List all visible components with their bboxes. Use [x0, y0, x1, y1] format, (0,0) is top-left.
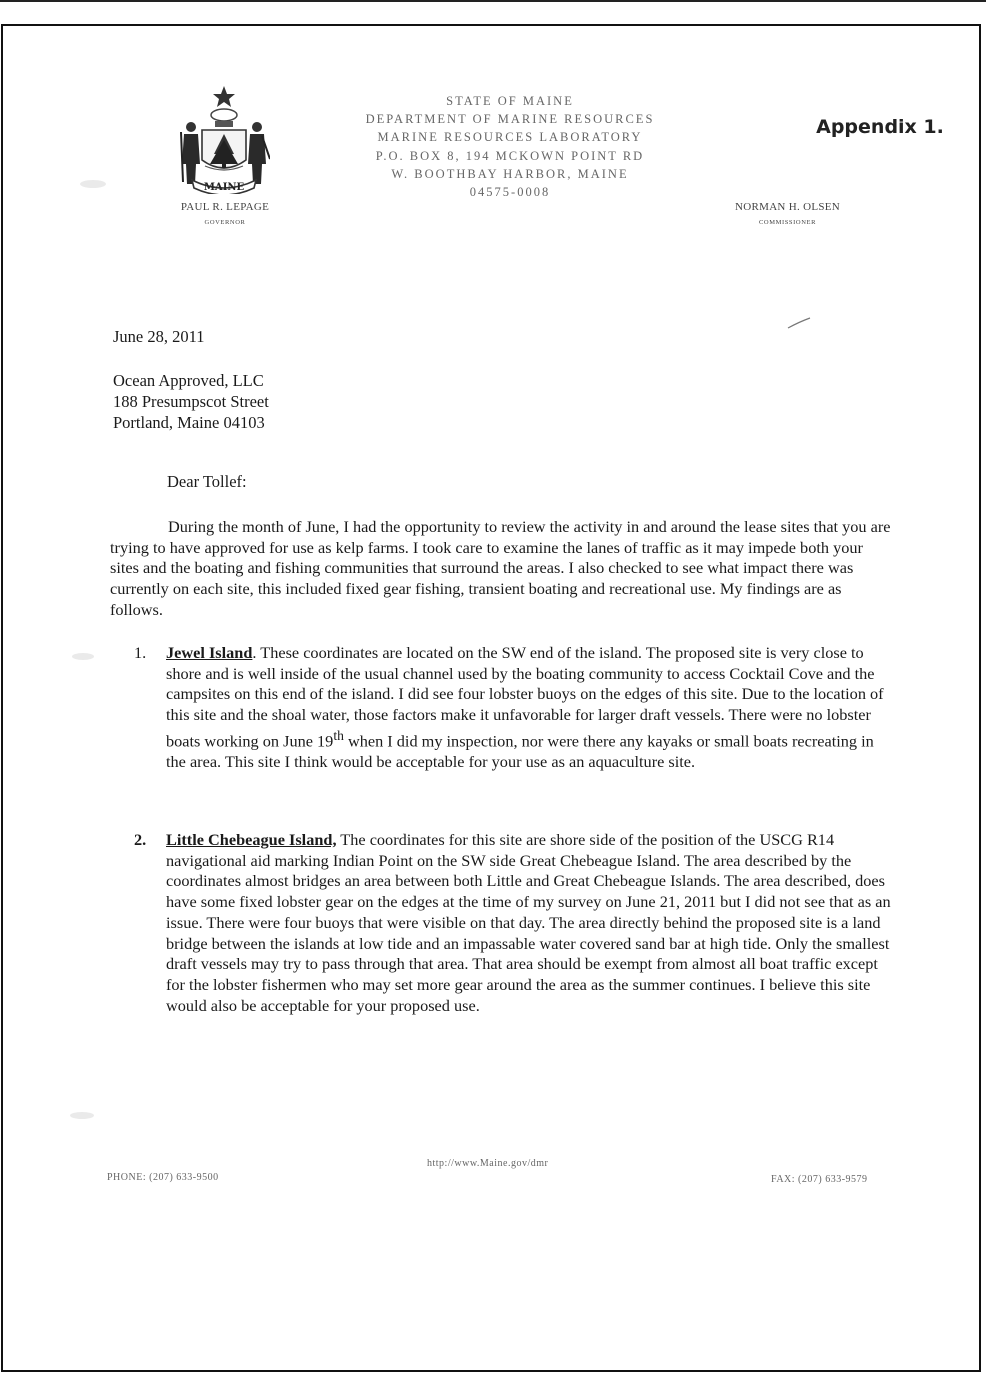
finding-body: The coordinates for this site are shore side of the position of the USCG R14 navigational aid marking Indian Point on the SW side Great Chebeague Island. The area described by the coordinates almost bridges an area between both Little and Great Chebeague Islands. The area described, does have some fixed lobster gear on the edges at the time of my survey on June 21, 2011 but I did not see that as an issue. There were four buoys that were visible on that day. The area directly behind the proposed site is a land bridge between the islands at low tide and an impassable water covered sand bar at high tide. Only the smallest draft vessels may try to pass through that area. That area should be exempt from almost all boat traffic except for the lobster fishermen who may set more gear around the area as the summer continues. I believe this site would also be acceptable for your proposed use.: [166, 830, 891, 1015]
finding-body: . These coordinates are located on the SW end of the island. The proposed site is very close to shore and is well inside of the usual channel used by the boating community to access Cocktail Cove and the campsites on this end of the island. I did see four lobster buoys on the edges of this site. Due to the location of this site and the shoal water, those factors make it unfavorable for larger draft vessels. There were no lobster boats working on June 19: [166, 643, 884, 751]
governor-title: GOVERNOR: [204, 219, 246, 226]
recipient-line: 188 Presumpscot Street: [113, 392, 269, 411]
seal-banner-text: MAINE: [203, 182, 245, 193]
recipient-line: Ocean Approved, LLC: [113, 371, 264, 390]
footer-website: http://www.Maine.gov/dmr: [427, 1158, 549, 1169]
governor-name: PAUL R. LEPAGE: [180, 201, 270, 213]
ordinal-suffix: th: [333, 727, 344, 743]
commissioner-name: NORMAN H. OLSEN: [734, 201, 841, 213]
letterhead-line: MARINE RESOURCES LABORATORY: [377, 130, 643, 145]
footer-phone: PHONE: (207) 633-9500: [107, 1172, 219, 1183]
finding-text: [166, 830, 894, 1016]
governor-block: [150, 201, 300, 226]
scan-smudge: [70, 1112, 94, 1119]
recipient-line: Portland, Maine 04103: [113, 413, 265, 432]
finding-text: [166, 643, 894, 773]
letterhead-line: 04575-0008: [469, 185, 551, 200]
finding-body-continued: when I did my inspection, nor were there any kayaks or small boats recreating in the area. This site I think would be acceptable for your use as an aquaculture site.: [166, 731, 874, 771]
finding-title: Jewel Island: [166, 643, 253, 662]
finding-item: [134, 830, 894, 1016]
finding-title: Little Chebeague Island,: [166, 830, 337, 849]
maine-state-seal-icon: [178, 84, 270, 194]
letterhead-line: DEPARTMENT OF MARINE RESOURCES: [365, 112, 655, 127]
recipient-address: [113, 370, 269, 433]
finding-number: 2.: [134, 830, 147, 849]
appendix-label: Appendix 1.: [816, 116, 944, 138]
commissioner-block: [715, 201, 860, 226]
footer-fax: FAX: (207) 633-9579: [771, 1174, 868, 1185]
letterhead-line: P.O. BOX 8, 194 MCKOWN POINT RD: [375, 148, 645, 163]
letterhead-address: [310, 92, 710, 201]
letterhead-line: W. BOOTHBAY HARBOR, MAINE: [391, 166, 629, 181]
letter-date: June 28, 2011: [113, 327, 205, 346]
letterhead-line: STATE OF MAINE: [446, 94, 574, 108]
top-border-line: [0, 0, 986, 2]
scan-smudge: [72, 653, 94, 660]
finding-number: 1.: [134, 643, 147, 662]
salutation: Dear Tollef:: [167, 472, 247, 491]
scan-smudge: [80, 180, 106, 188]
commissioner-title: COMMISSIONER: [758, 219, 817, 226]
finding-item: [134, 643, 894, 773]
intro-paragraph: During the month of June, I had the opportunity to review the activity in and around the lease sites that you are trying to have approved for use as kelp farms. I took care to examine the lanes of traffic as it may impede both your sites and the boating and fishing communities that surround the areas. I also checked to see what impact there was currently on each site, this included fixed gear fishing, transient boating and recreational use. My findings are as follows.: [110, 517, 891, 619]
pen-mark-icon: [787, 316, 811, 330]
